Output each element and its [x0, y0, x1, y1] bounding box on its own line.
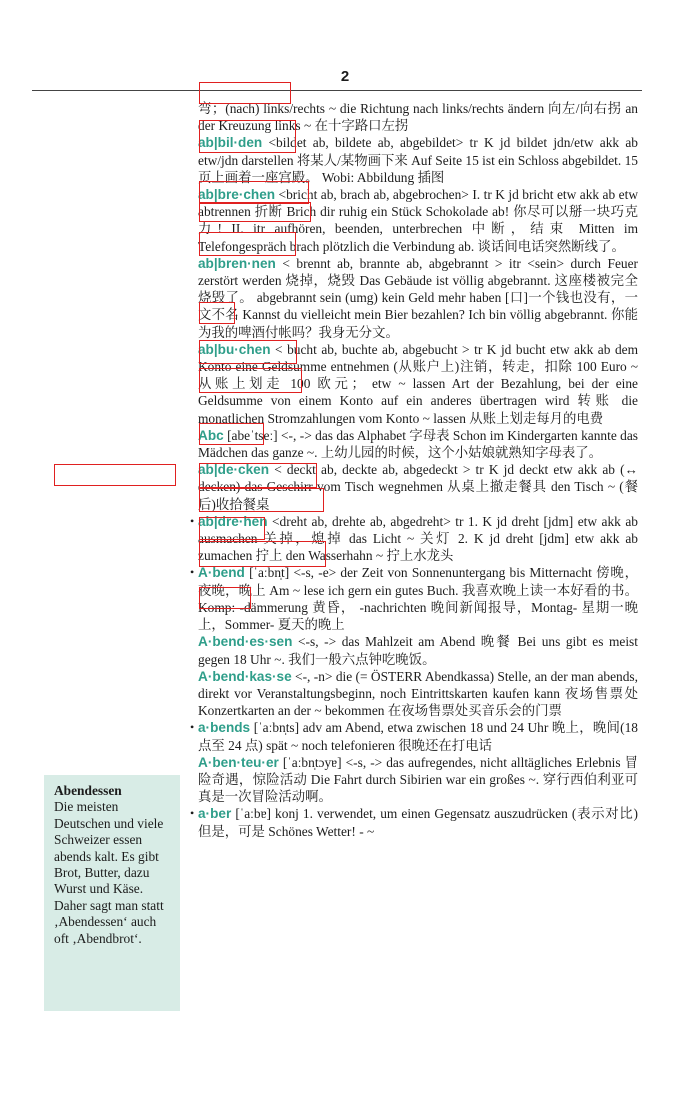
entry-text: <-s, -> das Mahlzeit am Abend 晚餐 Bei uns gibt es meist gegen 18 Uhr ~. 我们一般六点钟吃晚饭。: [198, 634, 638, 667]
dictionary-entry: [198, 427, 638, 461]
info-box-title: Abendessen: [54, 783, 122, 798]
annotation-box: [199, 232, 296, 256]
dictionary-entry: [198, 633, 638, 667]
page-number: 2: [340, 68, 350, 85]
entry-headword: A·bend: [198, 565, 245, 581]
annotation-box: [199, 463, 317, 488]
annotation-box: [199, 120, 296, 153]
entry-headword: A·bend·kas·se: [198, 668, 292, 684]
entry-headword: Abc: [198, 427, 224, 443]
entry-text: [ˈaːbn̩t] <-s, -e> der Zeit von Sonnenuntergang bis Mitternacht 傍晚，夜晚，晚上 Am ~ lese ich gern ein gutes Buch. 我喜欢晚上读一本好看的书。 Komp: -dämmerung 黄昏， -nachrichten 晚间新闻报导，Montag- 星期一晚上，Sommer- 夏天的晚上: [198, 565, 638, 633]
entry-text: < deckt ab, deckte ab, abgedeckt > tr K jd deckt etw akk ab (↔ decken) das Geschirr vom Tisch wegnehmen 从桌上撤走餐具 den Tisch ~ (餐后)收拾餐桌: [198, 462, 638, 512]
dictionary-entry: [198, 668, 638, 720]
entry-headword: ab|bren·nen: [198, 255, 276, 271]
annotation-box: [199, 488, 324, 512]
entry-text: [ˈaːbɐ] konj 1. verwendet, um einen Gegensatz auszudrücken (表示对比)但是，可是 Schönes Wetter! - ~: [198, 806, 638, 839]
entry-headword: ab|bu·chen: [198, 341, 271, 357]
entry-headword: ab|dre·hen: [198, 513, 268, 529]
annotation-box: [54, 464, 176, 486]
entry-headword: ab|bre·chen: [198, 187, 276, 203]
annotation-box: [199, 82, 291, 104]
entry-text: [abeˈtseː] <-, -> das das Alphabet 字母表 Schon im Kindergarten kannte das Mädchen das ganze ~. 上幼儿园的时候，这个小姑娘就熟知字母表了。: [198, 427, 638, 461]
entry-headword: ab|de·cken: [198, 462, 270, 478]
entry-headword: A·bend·es·sen: [198, 634, 293, 650]
entry-headword: A·ben·teu·er: [198, 754, 279, 770]
annotation-box: [199, 423, 264, 445]
entry-text: [ˈaːbn̩ts] adv am Abend, etwa zwischen 18 und 24 Uhr 晚上，晚间(18 点至 24 点) spät ~ noch telefonieren 很晚还在打电话: [198, 720, 638, 753]
annotation-box: [199, 340, 297, 364]
info-box-body: Die meisten Deutschen und viele Schweizer essen abends kalt. Es gibt Brot, Butter, dazu Wurst und Käse. Daher sagt man statt ‚Abendessen‘ auch oft ‚Abendbrot‘.: [54, 799, 164, 946]
annotation-box: [199, 541, 326, 567]
entry-text: < bucht ab, buchte ab, abgebucht > tr K jd bucht etw akk ab dem Konto eine Geldsumme entnehmen (从账户上)注销，转走，扣除 100 Euro ~ 从账上划走 100 欧元； etw ~ lassen Art der Bezahlung, bei der eine Geldsumme von einem Konto auf ein anderes übertragen wird 转账 die monatlichen Stromzahlungen vom Konto ~ lassen 从账上划走每月的电费: [198, 341, 638, 426]
annotation-box: [199, 181, 309, 204]
annotation-box: [199, 517, 265, 540]
dictionary-entry: [198, 754, 638, 806]
entry-text: [ˈaːbn̩tɔyɐ] <-s, -> das aufregendes, nicht alltägliches Erlebnis 冒险奇遇，惊险活动 Die Fahrt durch Sibirien war ein großes ~. 穿行西伯利亚可真是一次冒险活动啊。: [198, 754, 638, 805]
dictionary-entry: [198, 805, 638, 839]
dictionary-entry: [198, 719, 638, 753]
dictionary-entry: [198, 255, 638, 341]
entry-text: < brennt ab, brannte ab, abgebrannt > itr <sein> durch Feuer zerstört werden 烧掉，烧毁 Das Gebäude ist völlig abgebrannt. 这座楼被完全烧毁了。 abgebrannt sein (umg) kein Geld mehr haben [口]一个钱也没有，一文不名 Kannst du vielleicht mein Bier bezahlen? Ich bin völlig abgebrannt. 你能为我的啤酒付帐吗？我身无分文。: [198, 255, 639, 340]
annotation-box: [199, 368, 302, 393]
entry-text: <bricht ab, brach ab, abgebrochen> I. tr K jd bricht etw akk ab etw abtrennen 折断 Brich dir ruhig ein Stück Schokolade ab! 你尽可以掰一块巧克力! II. itr aufhören, beenden, unterbrechen 中断，结束 Mitten im Telefongespräch brach plötzlich die Verbindung ab. 谈话间电话突然断线了。: [198, 187, 638, 254]
annotation-box: [199, 202, 311, 222]
annotation-box: [199, 587, 251, 609]
entry-text: <bildet ab, bildete ab, abgebildet> tr K jd bildet jdn/etw akk ab etw/jdn darstellen 将某人/某物画下来 Auf Seite 15 ist ein Schloss abgebildet. 15 页上画着一座宫殿。 Wobi: Abbildung 插图: [198, 135, 638, 185]
entry-text: 弯；(nach) links/rechts ~ die Richtung nach links/rechts ändern 向左/向右拐 an der Kreuzung links ~ 在十字路口左拐: [198, 101, 638, 134]
info-box: [44, 775, 180, 1011]
entry-headword: ab|bil·den: [198, 135, 263, 151]
entry-text: <dreht ab, drehte ab, abgedreht> tr 1. K jd dreht [jdm] etw akk ab ausmachen 关掉，熄掉 das Licht ~ 关灯 2. K jd dreht [jdm] etw akk ab zumachen 拧上 den Wasserhahn ~ 拧上水龙头: [198, 513, 638, 564]
entry-text: <-, -n> die (= ÖSTERR Abendkassa) Stelle, an der man abends, direkt vor Veranstaltungsbeginn, noch Eintrittskarten kaufen kann 夜场售票处 Konzertkarten an der ~ bekommen 在夜场售票处买音乐会的门票: [198, 668, 638, 719]
annotation-box: [199, 302, 235, 324]
dictionary-entry: [198, 564, 638, 633]
entry-headword: a·bends: [198, 720, 251, 736]
header-rule: [32, 90, 642, 91]
entry-headword: a·ber: [198, 806, 232, 822]
